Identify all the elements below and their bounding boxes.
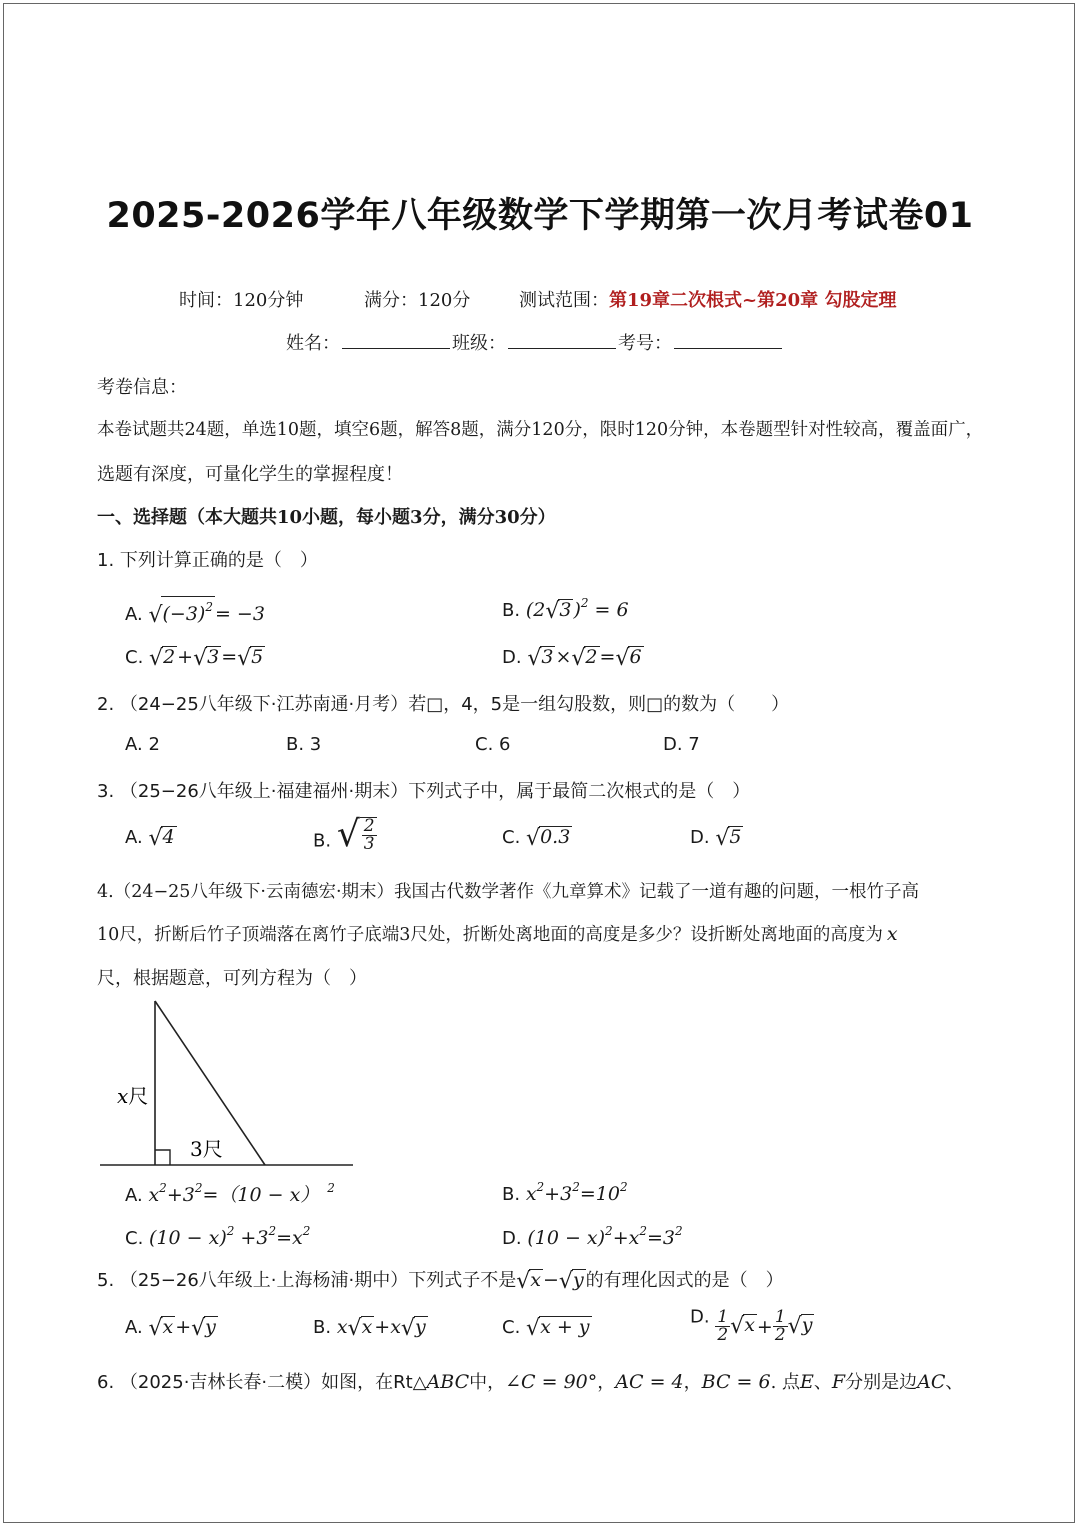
q6-stem [97, 1368, 963, 1394]
q2-option-b[interactable]: B. 3 [286, 734, 322, 755]
info-line-1: 本卷试题共24题，单选10题，填空6题，解答8题，满分120分，限时120分钟，本卷题型针对性较高，覆盖面广， [97, 420, 984, 440]
q4-figure [95, 995, 360, 1175]
q4-line-2 [97, 921, 898, 946]
q1-c-r2: 3 [207, 646, 220, 668]
q6-and: 、 [813, 1372, 832, 1393]
q6-angle: ∠C = 90° [505, 1371, 598, 1393]
q6-sep1: ， [597, 1372, 616, 1393]
class-label: 班级： [452, 333, 506, 354]
q4-d-p2: +x [612, 1227, 640, 1249]
q4-b-label: B. [502, 1184, 521, 1205]
page-title: 2025-2026学年八年级数学下学期第一次月考试卷01 [106, 196, 974, 236]
q3-stem: 3. （25−26八年级上·福建福州·期末）下列式子中，属于最简二次根式的是（ ） [97, 781, 751, 802]
q1-c-r1: 2 [163, 646, 176, 668]
q1-b-expr: (2√3 )$^2$ = 6 [525, 596, 629, 624]
q1-c-label: C. [125, 647, 144, 668]
q1-option-a[interactable] [125, 596, 265, 628]
q4-right-angle-mark [155, 1150, 170, 1165]
q5-b-c2: +x [374, 1316, 401, 1338]
q4-option-b[interactable] [502, 1180, 628, 1205]
q5-stem-post: 的有理化因式的是（ ） [585, 1270, 784, 1291]
q5-a-r2: y [205, 1316, 216, 1338]
q4-a-s2: 2 [194, 1181, 203, 1195]
q5-d-label: D. [690, 1306, 710, 1328]
q6-tail: 分别是边 [845, 1372, 918, 1393]
q1-a-expr: $√(-3)^2 = -3$ [148, 596, 264, 628]
q2-option-c[interactable]: C. 6 [475, 734, 511, 755]
q4-c-p3: =x [276, 1227, 303, 1249]
q6-ac: AC = 4 [615, 1371, 684, 1393]
q5-option-d[interactable]: D. $\frac{1}{2}$ √x + $\frac{1}{2}$ √y [690, 1306, 813, 1345]
q4-option-c[interactable] [125, 1224, 310, 1249]
q4-c-s3: 2 [302, 1224, 311, 1238]
q5-option-c[interactable]: C. √x + y [502, 1316, 590, 1341]
q1-option-d[interactable] [502, 646, 644, 671]
q1-c-eq: = [221, 646, 238, 668]
q3-option-c[interactable]: C. √0.3 [502, 826, 571, 851]
q4-b-p3: =10 [579, 1183, 620, 1205]
q1-b-result: = 6 [588, 599, 629, 621]
q4-d-p3: =3 [646, 1227, 675, 1249]
q4-d-s2: 2 [639, 1224, 647, 1238]
q1-b-sup: 2 [580, 596, 589, 610]
q5-b-label: B. [313, 1317, 332, 1338]
q4-c-s2: 2 [268, 1224, 277, 1238]
name-blank[interactable] [342, 330, 450, 349]
q4-b-p2: +3 [544, 1183, 573, 1205]
q4-side-label: x尺 [117, 1084, 149, 1108]
q3-b-den: 3 [363, 833, 375, 854]
q4-base-label: 3尺 [190, 1137, 223, 1161]
q3-option-d[interactable]: D. √5 [690, 826, 742, 851]
q4-a-p3: =（10 − x） [202, 1184, 320, 1206]
q1-b-p1: (2 [525, 599, 546, 621]
q6-sep2: ， [683, 1372, 702, 1393]
q6-mid: 中， [469, 1372, 506, 1393]
q6-end: 、 [945, 1372, 964, 1393]
q3-b-num: 2 [363, 815, 375, 836]
q6-stem-pre: 6. （2025·吉林长春·二模）如图，在Rt△ [97, 1372, 427, 1393]
q3-d-rad: 5 [729, 826, 742, 848]
q2-stem: 2. （24−25八年级下·江苏南通·月考）若□，4，5是一组勾股数，则□的数为（ ） [97, 694, 790, 715]
q5-stem-minus: − [542, 1269, 559, 1291]
q4-c-p1: (10 − x) [149, 1227, 227, 1249]
q5-option-b[interactable]: B. x√x +x√y [313, 1316, 426, 1341]
q5-d-n2: 1 [774, 1307, 786, 1327]
q6-post: . 点 [770, 1372, 801, 1393]
exam-range-label: 测试范围： [519, 290, 609, 311]
q5-c-rad: x + y [540, 1316, 590, 1338]
q4-a-p1: x [148, 1184, 160, 1206]
q1-a-sup: 2 [205, 600, 213, 614]
q4-a-label: A. [125, 1185, 143, 1206]
q4-option-d[interactable] [502, 1224, 683, 1249]
q5-d-op: + [756, 1315, 773, 1338]
q5-d-d1: 2 [717, 1325, 729, 1345]
q1-d-r3: 6 [629, 646, 642, 668]
q4-b-s1: 2 [536, 1180, 545, 1194]
q1-a-result: = −3 [214, 603, 265, 625]
q3-d-label: D. [690, 827, 710, 848]
q3-a-rad: 4 [162, 826, 175, 848]
q5-d-d2: 2 [774, 1325, 786, 1345]
q1-stem: 1. 下列计算正确的是（ ） [97, 550, 318, 571]
q5-stem-pre: 5. （25−26八年级上·上海杨浦·期中）下列式子不是 [97, 1270, 517, 1291]
q5-d-r1: x [744, 1314, 755, 1336]
q5-c-label: C. [502, 1317, 521, 1338]
q1-d-r1: 3 [541, 646, 554, 668]
q1-option-b[interactable] [502, 596, 629, 624]
q1-b-p2: ) [573, 599, 581, 621]
q5-a-op: + [175, 1316, 192, 1338]
id-blank[interactable] [674, 330, 782, 349]
q1-c-expr: √2 +√3 =√5 [149, 646, 264, 671]
q3-c-rad: 0.3 [540, 826, 571, 848]
q3-a-label: A. [125, 827, 143, 848]
q5-stem-y: y [572, 1269, 584, 1291]
q4-d-p1: (10 − x) [527, 1227, 606, 1249]
class-blank[interactable] [508, 330, 616, 349]
q2-option-d[interactable]: D. 7 [663, 734, 700, 755]
q4-c-p2: +3 [234, 1227, 269, 1249]
q3-c-label: C. [502, 827, 521, 848]
q4-var-x: x [886, 923, 898, 945]
q4-line-3: 尺，根据题意，可列方程为（ ） [97, 968, 367, 989]
q4-c-label: C. [125, 1228, 144, 1249]
q5-b-c1: x [336, 1316, 348, 1338]
q6-triangle: ABC [426, 1371, 470, 1393]
q4-b-p1: x [525, 1183, 537, 1205]
q4-line-2-text: 10尺，折断后竹子顶端落在离竹子底端3尺处，折断处离地面的高度是多少？设折断处离地面的高度为 [97, 925, 883, 945]
q4-b-s2: 2 [572, 1180, 580, 1194]
section-heading: 一、选择题（本大题共10小题，每小题3分，满分30分） [97, 507, 556, 528]
q6-f: F [831, 1371, 846, 1393]
q6-e: E [800, 1371, 814, 1393]
exam-range-value: 第19章二次根式~第20章 勾股定理 [609, 290, 897, 311]
exam-range [519, 286, 896, 312]
q4-d-s3: 2 [674, 1224, 683, 1238]
q4-c-s1: 2 [226, 1224, 235, 1238]
q3-option-b[interactable]: B. √ $\frac{2}{3}$ [313, 814, 375, 855]
q4-a-s3: 2 [327, 1181, 335, 1195]
q4-d-label: D. [502, 1228, 522, 1249]
q4-a-s1: 2 [159, 1181, 167, 1195]
q4-line-1: 4.（24−25八年级下·云南德宏·期末）我国古代数学著作《九章算术》记载了一道有趣的问题，一根竹子高 [97, 882, 920, 902]
q6-ac2: AC [917, 1371, 946, 1393]
q5-option-a[interactable]: A. √x +√y [125, 1316, 216, 1341]
info-line-2: 选题有深度，可量化学生的掌握程度！ [97, 464, 403, 485]
q3-option-a[interactable]: A. √4 [125, 826, 175, 851]
name-label: 姓名： [286, 333, 340, 354]
q2-option-a[interactable]: A. 2 [125, 734, 160, 755]
q1-b-rad: 3 [559, 599, 572, 621]
q5-b-r2: y [414, 1316, 426, 1338]
q1-c-r3: 5 [251, 646, 264, 668]
q5-stem-x: x [530, 1269, 541, 1291]
q5-a-r1: x [162, 1316, 174, 1338]
q1-d-eq: = [599, 646, 616, 668]
info-heading: 考卷信息： [97, 377, 187, 398]
q4-b-s3: 2 [619, 1180, 628, 1194]
q5-d-n1: 1 [717, 1307, 729, 1327]
q6-bc: BC = 6 [701, 1371, 771, 1393]
q1-d-label: D. [502, 647, 522, 668]
q1-c-op: + [177, 646, 194, 668]
q1-option-c[interactable] [125, 646, 265, 671]
q1-a-label: A. [125, 604, 143, 625]
q4-a-p2: +3 [166, 1184, 195, 1206]
q1-d-expr: √3 ×√2 =√6 [527, 646, 642, 671]
q5-d-r2: y [801, 1314, 813, 1336]
q1-d-r2: 2 [585, 646, 598, 668]
q1-d-op: × [555, 646, 572, 668]
q1-b-label: B. [502, 600, 521, 621]
exam-score: 满分：120分 [364, 290, 471, 311]
q5-b-r1: x [361, 1316, 373, 1338]
q4-d-s1: 2 [605, 1224, 613, 1238]
q5-stem: 5. （25−26八年级上·上海杨浦·期中）下列式子不是√x −√y 的有理化因式的是（ ） [97, 1269, 784, 1294]
student-fields [286, 329, 784, 355]
id-label: 考号： [618, 333, 672, 354]
q4-option-a[interactable] [125, 1180, 335, 1207]
exam-time: 时间：120分钟 [179, 290, 304, 311]
q3-b-label: B. [313, 830, 332, 852]
q5-a-label: A. [125, 1317, 143, 1338]
q1-a-part: (−3) [162, 603, 206, 625]
